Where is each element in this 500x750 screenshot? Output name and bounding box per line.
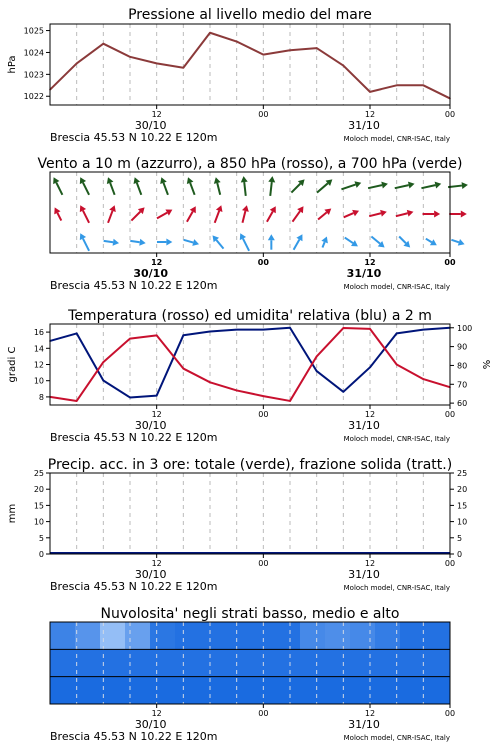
precip-frame <box>50 473 450 554</box>
wind-10m-arrow <box>371 237 384 248</box>
wind-850-arrow-shaft <box>131 212 140 221</box>
wind-850-arrow-shaft <box>318 212 327 219</box>
y-tick-label: 100 <box>457 323 473 333</box>
cloud-cell-basso <box>150 677 176 705</box>
wind-850-arrow <box>293 206 304 221</box>
wind-850-arrow-head <box>242 205 249 212</box>
date-label: 30/10 <box>134 419 167 432</box>
cloud-cell-basso <box>325 677 351 705</box>
temperature-line-point <box>103 361 105 363</box>
x-tick-label: 00 <box>257 258 269 267</box>
pressure-ylabel: hPa <box>7 55 18 74</box>
wind-10m-arrow-shaft <box>345 238 353 243</box>
wind-850-arrow <box>242 205 249 223</box>
humidity-line-point <box>76 333 78 335</box>
wind-10m-arrow-head <box>192 239 199 246</box>
pressure-line-point <box>369 91 371 93</box>
humidity-line-point <box>209 331 211 333</box>
y-tick-label: 25 <box>33 469 44 478</box>
location-label: Brescia 45.53 N 10.22 E 120m <box>50 279 218 292</box>
wind-10m-arrow-shaft <box>216 240 223 249</box>
wind-10m-arrow-shaft <box>371 237 380 244</box>
wind-850-arrow-head <box>407 210 414 217</box>
cloud-cell-alto <box>125 622 151 650</box>
wind-700-arrow-head <box>408 182 415 189</box>
x-tick-label: 12 <box>364 559 376 568</box>
date-label: 31/10 <box>348 718 380 731</box>
x-tick-label: 00 <box>258 709 269 718</box>
wind-850-arrow <box>80 205 89 223</box>
temperature-line <box>50 328 450 401</box>
date-label: 31/10 <box>348 119 380 132</box>
cloud-cell-medio <box>50 649 76 677</box>
wind-10m-arrow <box>104 239 119 246</box>
wind-10m-arrow-shaft <box>184 240 194 243</box>
wind-10m-arrow-head <box>268 234 275 240</box>
pressure-line-point <box>289 49 291 51</box>
wind-700-arrow-shaft <box>217 183 220 195</box>
temperature-line-point <box>289 400 291 402</box>
y-tick-label: 1025 <box>23 26 44 36</box>
wind-850-arrow <box>131 207 144 220</box>
pressure-line-point <box>263 54 265 56</box>
wind-10m-arrow-head <box>113 239 119 246</box>
precip-ylabel: mm <box>7 503 18 524</box>
pressure-line-point <box>76 63 78 65</box>
wind-700-arrow-head <box>381 182 388 189</box>
y-tick-label: 10 <box>33 517 44 527</box>
y-tick-label: 80 <box>457 361 468 371</box>
wind-700-arrow-shaft <box>421 185 435 188</box>
cloud-cell-basso <box>75 677 101 705</box>
cloud-cell-basso <box>175 677 201 705</box>
pressure-line <box>50 33 450 99</box>
cloud-cell-medio <box>200 649 226 677</box>
cloud-cell-basso <box>125 677 151 705</box>
wind-10m-arrow-shaft <box>426 239 432 243</box>
wind-850-arrow <box>267 206 276 221</box>
date-label: 31/10 <box>348 419 380 432</box>
y-tick-label: 1023 <box>23 70 44 80</box>
y-tick-label: 16 <box>33 328 44 338</box>
wind-850-arrow <box>54 207 61 220</box>
wind-700-arrow <box>421 182 441 189</box>
wind-700-arrow-shaft <box>137 183 141 195</box>
wind-title: Vento a 10 m (azzurro), a 850 hPa (rosso), a 700 hPa (verde) <box>37 156 463 172</box>
x-tick-label: 12 <box>151 258 163 267</box>
x-tick-label: 00 <box>258 559 269 568</box>
humidity-line-point <box>263 329 265 331</box>
wind-10m-arrow-head <box>139 239 145 246</box>
wind-700-arrow-shaft <box>56 183 62 195</box>
pressure-line-point <box>396 84 398 86</box>
wind-10m-arrow <box>294 234 303 249</box>
wind-700-arrow-shaft <box>244 182 246 196</box>
wind-850-arrow-shaft <box>187 212 193 222</box>
cloud-cell-basso <box>200 677 226 705</box>
wind-700-arrow-shaft <box>317 183 328 192</box>
cloud-cell-medio <box>350 649 376 677</box>
pressure-line-point <box>236 41 238 43</box>
wind-850-arrow-head <box>461 211 467 218</box>
y-tick-label: 70 <box>457 380 468 390</box>
temperature-line-point <box>343 327 345 329</box>
location-label: Brescia 45.53 N 10.22 E 120m <box>50 431 218 444</box>
wind-10m-arrow <box>157 239 172 246</box>
wind-700-arrow <box>107 177 115 195</box>
wind-850-arrow-shaft <box>369 213 381 216</box>
wind-850-arrow-head <box>380 210 387 217</box>
cloud-cell-basso <box>350 677 376 705</box>
wind-10m-arrow <box>451 239 464 246</box>
cloud-cell-alto <box>150 622 176 650</box>
cloud-cell-medio <box>325 649 351 677</box>
cloud-cell-medio <box>150 649 176 677</box>
date-label: 30/10 <box>134 718 167 731</box>
y-tick-label: 14 <box>33 344 44 354</box>
y-tick-label: 20 <box>457 485 468 495</box>
model-credit: Moloch model, CNR-ISAC, Italy <box>343 734 450 742</box>
date-label: 30/10 <box>133 267 168 280</box>
temp-title: Temperatura (rosso) ed umidita' relativa (blu) a 2 m <box>68 308 432 324</box>
location-label: Brescia 45.53 N 10.22 E 120m <box>50 730 218 743</box>
wind-700-arrow <box>268 176 275 196</box>
temperature-line-point <box>129 338 131 340</box>
cloud-cell-medio <box>250 649 276 677</box>
pressure-line-point <box>209 32 211 34</box>
wind-700-arrow <box>241 176 248 196</box>
cloud-cell-basso <box>50 677 76 705</box>
wind-850-arrow <box>449 211 467 218</box>
wind-850-arrow <box>396 210 414 217</box>
wind-700-arrow-shaft <box>110 183 114 195</box>
cloud-cell-alto <box>200 622 226 650</box>
wind-700-arrow-shaft <box>291 184 300 193</box>
y-tick-label: 5 <box>38 533 44 543</box>
wind-700-arrow <box>341 181 361 189</box>
temperature-line-point <box>396 364 398 366</box>
temperature-line-point <box>369 328 371 330</box>
model-credit: Moloch model, CNR-ISAC, Italy <box>343 283 450 291</box>
temperature-line-point <box>316 356 318 358</box>
x-tick-label: 12 <box>151 410 162 419</box>
wind-10m-arrow-shaft <box>399 237 406 244</box>
cloud-cell-alto <box>75 622 101 650</box>
wind-10m-arrow-shaft <box>322 242 324 247</box>
x-tick-label: 12 <box>364 709 376 718</box>
cloud-cell-medio <box>225 649 251 677</box>
model-credit: Moloch model, CNR-ISAC, Italy <box>343 435 450 443</box>
x-tick-label: 00 <box>258 110 269 119</box>
wind-850-arrow <box>215 205 223 223</box>
model-credit: Moloch model, CNR-ISAC, Italy <box>343 135 450 143</box>
cloud-cell-basso <box>225 677 251 705</box>
cloud-cell-basso <box>300 677 326 705</box>
wind-850-arrow <box>108 205 116 223</box>
wind-10m-arrow-shaft <box>83 239 89 251</box>
humidity-line-point <box>289 327 291 329</box>
wind-700-arrow <box>80 177 89 195</box>
humidity-line-point <box>103 380 105 382</box>
cloud-cell-alto <box>100 622 126 650</box>
wind-850-arrow <box>369 210 387 217</box>
date-label: 30/10 <box>134 568 167 581</box>
wind-10m-arrow-shaft <box>294 240 300 250</box>
wind-700-arrow <box>53 177 62 195</box>
wind-850-arrow <box>187 206 196 221</box>
wind-700-arrow-shaft <box>341 185 355 190</box>
cloud-title: Nuvolosita' negli strati basso, medio e alto <box>100 606 400 622</box>
temperature-line-point <box>156 335 158 337</box>
wind-10m-arrow <box>130 239 145 246</box>
temp-ylabel: gradi C <box>7 346 18 383</box>
humidity-line-point <box>316 370 318 372</box>
pressure-title: Pressione al livello medio del mare <box>128 7 372 23</box>
y-tick-label: 1024 <box>23 48 44 58</box>
cloud-cell-alto <box>175 622 201 650</box>
wind-700-arrow <box>160 177 168 195</box>
rh-ylabel: % <box>482 359 493 370</box>
y-tick-label: 60 <box>457 399 468 409</box>
wind-10m-arrow <box>80 233 89 251</box>
date-label: 30/10 <box>134 119 167 132</box>
cloud-cell-alto <box>400 622 426 650</box>
y-tick-label: 5 <box>457 533 463 543</box>
pressure-line-point <box>343 65 345 67</box>
pressure-frame <box>50 24 450 105</box>
wind-10m-arrow <box>426 239 437 246</box>
wind-850-arrow-shaft <box>83 211 89 223</box>
wind-700-arrow <box>317 179 332 192</box>
y-tick-label: 1022 <box>23 92 44 102</box>
wind-700-arrow-shaft <box>368 185 382 188</box>
humidity-line-point <box>396 333 398 335</box>
wind-850-arrow-shaft <box>157 213 167 219</box>
temperature-line-point <box>263 395 265 397</box>
wind-850-arrow-head <box>434 211 440 218</box>
y-tick-label: 12 <box>33 360 44 370</box>
pressure-line-point <box>129 56 131 58</box>
wind-700-arrow-head <box>214 177 221 184</box>
wind-700-arrow <box>291 179 304 192</box>
wind-850-arrow-shaft <box>293 211 301 222</box>
x-tick-label: 00 <box>444 709 456 718</box>
wind-10m-arrow-head <box>166 239 172 246</box>
cloud-cell-alto <box>225 622 251 650</box>
wind-700-arrow-head <box>241 176 248 182</box>
cloud-cell-alto <box>425 622 451 650</box>
humidity-line-point <box>183 335 185 337</box>
cloud-cell-alto <box>50 622 76 650</box>
temperature-line-point <box>76 400 78 402</box>
x-tick-label: 12 <box>151 559 162 568</box>
wind-700-arrow-shaft <box>83 183 89 195</box>
cloud-cell-alto <box>275 622 301 650</box>
temperature-line-point <box>423 378 425 380</box>
humidity-line-point <box>236 329 238 331</box>
wind-850-arrow <box>157 210 172 219</box>
cloud-cell-alto <box>250 622 276 650</box>
wind-10m-arrow <box>345 238 358 247</box>
location-label: Brescia 45.53 N 10.22 E 120m <box>50 580 218 593</box>
wind-10m-arrow <box>240 233 249 251</box>
wind-700-arrow-head <box>462 182 468 189</box>
pressure-line-point <box>183 67 185 69</box>
y-tick-label: 90 <box>457 342 468 352</box>
temperature-line-point <box>209 382 211 384</box>
wind-10m-arrow-shaft <box>104 241 113 242</box>
wind-700-arrow-shaft <box>163 183 167 195</box>
cloud-cell-medio <box>425 649 451 677</box>
wind-10m-arrow <box>213 235 224 248</box>
location-label: Brescia 45.53 N 10.22 E 120m <box>50 131 218 144</box>
date-label: 31/10 <box>346 267 382 280</box>
humidity-line <box>50 328 450 398</box>
wind-850-arrow <box>423 211 441 218</box>
wind-850-arrow-shaft <box>57 213 61 221</box>
wind-700-arrow <box>134 177 142 195</box>
wind-850-arrow <box>318 209 331 220</box>
wind-10m-arrow <box>268 234 275 249</box>
wind-10m-arrow-shaft <box>130 241 139 242</box>
cloud-cell-medio <box>275 649 301 677</box>
wind-700-arrow <box>214 177 221 195</box>
wind-700-arrow <box>448 182 468 189</box>
cloud-cell-basso <box>400 677 426 705</box>
pressure-line-point <box>103 43 105 45</box>
humidity-line-point <box>423 329 425 331</box>
x-tick-label: 12 <box>364 110 376 119</box>
x-tick-label: 00 <box>258 410 269 419</box>
cloud-cell-basso <box>275 677 301 705</box>
pressure-line-point <box>423 84 425 86</box>
y-tick-label: 10 <box>33 376 44 386</box>
cloud-cell-alto <box>300 622 326 650</box>
wind-10m-arrow-shaft <box>243 239 249 251</box>
x-tick-label: 00 <box>444 258 456 267</box>
temperature-line-point <box>183 368 185 370</box>
x-tick-label: 12 <box>151 110 162 119</box>
humidity-line-point <box>369 367 371 369</box>
cloud-cell-alto <box>375 622 401 650</box>
x-tick-label: 12 <box>364 410 376 419</box>
x-tick-label: 00 <box>444 110 456 119</box>
wind-850-arrow-shaft <box>267 212 273 222</box>
pressure-line-point <box>156 63 158 65</box>
humidity-line-point <box>156 395 158 397</box>
cloud-cell-medio <box>300 649 326 677</box>
cloud-cell-basso <box>250 677 276 705</box>
wind-700-arrow-shaft <box>395 185 409 188</box>
wind-700-arrow-shaft <box>190 183 194 195</box>
wind-10m-arrow <box>321 237 327 248</box>
wind-700-arrow-head <box>268 176 275 182</box>
wind-850-arrow-shaft <box>242 211 245 223</box>
date-label: 31/10 <box>348 568 380 581</box>
y-tick-label: 0 <box>38 550 44 559</box>
precip-title: Precip. acc. in 3 ore: totale (verde), frazione solida (tratt.) <box>47 457 453 473</box>
wind-700-arrow-head <box>435 182 442 189</box>
y-tick-label: 10 <box>457 517 468 527</box>
x-tick-label: 12 <box>364 258 376 267</box>
cloud-cell-medio <box>175 649 201 677</box>
wind-700-arrow <box>187 177 195 195</box>
cloud-cell-basso <box>425 677 451 705</box>
wind-10m-arrow <box>399 237 410 248</box>
wind-700-arrow-shaft <box>270 182 272 196</box>
cloud-cell-alto <box>325 622 351 650</box>
x-tick-label: 12 <box>151 709 162 718</box>
wind-10m-arrow-shaft <box>451 240 459 243</box>
temperature-line-point <box>236 390 238 392</box>
y-tick-label: 25 <box>457 469 468 478</box>
cloud-cell-alto <box>350 622 376 650</box>
wind-700-arrow <box>368 182 388 189</box>
pressure-line-point <box>316 47 318 49</box>
wind-10m-arrow <box>184 239 199 246</box>
x-tick-label: 00 <box>444 410 456 419</box>
wind-850-arrow <box>344 210 359 217</box>
humidity-line-point <box>343 391 345 393</box>
y-tick-label: 15 <box>33 501 44 511</box>
x-tick-label: 00 <box>444 559 456 568</box>
wind-850-arrow-shaft <box>344 213 354 217</box>
cloud-cell-medio <box>75 649 101 677</box>
y-tick-label: 15 <box>457 501 468 511</box>
wind-850-arrow-shaft <box>108 211 112 223</box>
wind-850-arrow-shaft <box>215 211 219 223</box>
y-tick-label: 0 <box>457 550 463 559</box>
humidity-line-point <box>129 397 131 399</box>
cloud-cell-medio <box>400 649 426 677</box>
cloud-cell-medio <box>125 649 151 677</box>
wind-850-arrow-shaft <box>396 213 408 216</box>
model-credit: Moloch model, CNR-ISAC, Italy <box>343 584 450 592</box>
y-tick-label: 20 <box>33 485 44 495</box>
wind-700-arrow <box>395 182 415 189</box>
y-tick-label: 8 <box>38 392 44 402</box>
